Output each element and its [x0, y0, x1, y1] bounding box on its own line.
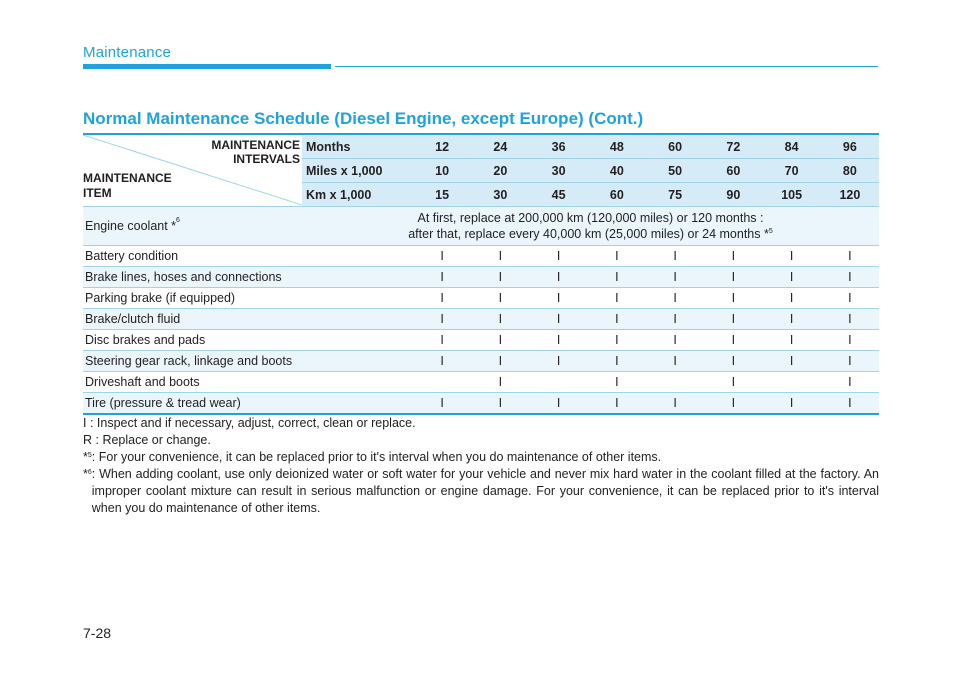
inspection-mark: I [704, 288, 762, 309]
note-6-star: * [83, 467, 88, 481]
km-value: 90 [704, 183, 762, 207]
inspection-mark: I [530, 309, 588, 330]
table-row [83, 393, 879, 415]
note-inspect: I : Inspect and if necessary, adjust, correct, clean or replace. [83, 416, 416, 430]
coolant-instruction-line1: At first, replace at 200,000 km (120,000 miles) or 120 months : [417, 211, 764, 225]
miles-value: 20 [471, 159, 529, 183]
inspection-mark: I [413, 393, 471, 415]
table-row [83, 330, 879, 351]
inspection-mark: I [530, 330, 588, 351]
engine-coolant-row [83, 207, 879, 246]
note-replace: R : Replace or change. [83, 433, 211, 447]
table-row [83, 372, 879, 393]
inspection-mark: I [646, 309, 704, 330]
footnote-ref-5: 5 [768, 228, 773, 235]
months-value: 24 [471, 134, 529, 159]
maintenance-item-label [83, 171, 172, 201]
maintenance-item-name: Tire (pressure & tread wear) [83, 393, 413, 415]
maintenance-intervals-label [211, 138, 300, 166]
inspection-mark: I [530, 351, 588, 372]
inspection-mark: I [821, 288, 879, 309]
engine-coolant-label-text: Engine coolant * [85, 219, 177, 233]
inspection-mark [646, 372, 704, 393]
inspection-mark: I [413, 309, 471, 330]
km-value: 45 [530, 183, 588, 207]
inspection-mark: I [588, 309, 646, 330]
inspection-mark: I [763, 351, 821, 372]
inspection-mark: I [471, 246, 529, 267]
inspection-mark: I [763, 267, 821, 288]
coolant-instruction-line2 [302, 226, 879, 242]
page-title: Normal Maintenance Schedule (Diesel Engine, except Europe) (Cont.) [83, 109, 644, 128]
inspection-mark: I [821, 246, 879, 267]
inspection-mark: I [763, 288, 821, 309]
inspection-mark: I [704, 330, 762, 351]
note-footnote-6 [83, 466, 879, 517]
km-value: 120 [821, 183, 879, 207]
intervals-label-line2: INTERVALS [233, 152, 300, 166]
inspection-mark: I [821, 330, 879, 351]
km-value: 105 [763, 183, 821, 207]
note-footnote-5 [83, 449, 879, 466]
table-row [83, 288, 879, 309]
note-5-sup: 5 [87, 452, 92, 459]
months-value: 12 [413, 134, 471, 159]
inspection-mark: I [471, 372, 529, 393]
miles-label: Miles x 1,000 [302, 159, 413, 183]
interval-header-row-months [83, 134, 879, 159]
section-rule-thick [83, 64, 331, 69]
inspection-mark: I [530, 393, 588, 415]
inspection-mark: I [413, 267, 471, 288]
miles-value: 30 [530, 159, 588, 183]
miles-value: 40 [588, 159, 646, 183]
km-value: 15 [413, 183, 471, 207]
maintenance-item-name: Disc brakes and pads [83, 330, 413, 351]
inspection-mark: I [821, 267, 879, 288]
months-value: 60 [646, 134, 704, 159]
item-label-line1: MAINTENANCE [83, 171, 172, 185]
maintenance-item-name: Driveshaft and boots [83, 372, 413, 393]
footnote-ref-6: 6 [176, 217, 180, 224]
inspection-mark: I [763, 246, 821, 267]
months-value: 84 [763, 134, 821, 159]
miles-value: 10 [413, 159, 471, 183]
maintenance-item-name: Parking brake (if equipped) [83, 288, 413, 309]
maintenance-item-name: Brake lines, hoses and connections [83, 267, 413, 288]
item-label-line2: ITEM [83, 186, 112, 200]
inspection-mark: I [413, 351, 471, 372]
note-5-marker [83, 449, 92, 466]
note-6-sup: 6 [87, 469, 92, 476]
inspection-mark: I [588, 330, 646, 351]
note-6-marker [83, 466, 92, 517]
miles-value: 80 [821, 159, 879, 183]
maintenance-schedule-table [83, 133, 879, 415]
inspection-mark: I [588, 246, 646, 267]
months-value: 96 [821, 134, 879, 159]
maintenance-item-name: Battery condition [83, 246, 413, 267]
section-rule-thin [335, 66, 878, 67]
inspection-mark: I [821, 351, 879, 372]
inspection-mark [763, 372, 821, 393]
maintenance-item-name: Brake/clutch fluid [83, 309, 413, 330]
km-value: 75 [646, 183, 704, 207]
engine-coolant-instruction [302, 207, 879, 246]
inspection-mark: I [763, 330, 821, 351]
months-value: 36 [530, 134, 588, 159]
notes-section [83, 415, 879, 517]
inspection-mark: I [413, 288, 471, 309]
inspection-mark: I [704, 372, 762, 393]
inspection-mark: I [413, 246, 471, 267]
inspection-mark: I [704, 267, 762, 288]
inspection-mark: I [471, 393, 529, 415]
table-row [83, 267, 879, 288]
inspection-mark: I [588, 372, 646, 393]
inspection-mark: I [646, 267, 704, 288]
inspection-mark: I [471, 267, 529, 288]
miles-value: 70 [763, 159, 821, 183]
inspection-mark: I [471, 309, 529, 330]
inspection-mark: I [646, 288, 704, 309]
inspection-mark: I [530, 267, 588, 288]
inspection-mark: I [704, 246, 762, 267]
inspection-mark: I [530, 246, 588, 267]
inspection-mark: I [704, 309, 762, 330]
inspection-mark: I [588, 267, 646, 288]
km-label: Km x 1,000 [302, 183, 413, 207]
engine-coolant-label [83, 207, 302, 246]
table-corner-header [83, 134, 302, 207]
page-number: 7-28 [83, 625, 112, 641]
inspection-mark: I [471, 330, 529, 351]
inspection-mark: I [821, 309, 879, 330]
inspection-mark: I [646, 330, 704, 351]
km-value: 30 [471, 183, 529, 207]
inspection-mark: I [471, 288, 529, 309]
km-value: 60 [588, 183, 646, 207]
miles-value: 60 [704, 159, 762, 183]
inspection-mark: I [646, 351, 704, 372]
inspection-mark: I [763, 393, 821, 415]
note-5-star: * [83, 450, 88, 464]
inspection-mark: I [646, 393, 704, 415]
inspection-mark: I [588, 393, 646, 415]
inspection-mark [413, 372, 471, 393]
coolant-instruction-line2-text: after that, replace every 40,000 km (25,000 miles) or 24 months * [408, 227, 769, 241]
note-5-text: : For your convenience, it can be replaced prior to it's interval when you do maintenance of other items. [91, 450, 662, 464]
miles-value: 50 [646, 159, 704, 183]
inspection-mark: I [763, 309, 821, 330]
inspection-mark: I [704, 351, 762, 372]
inspection-mark: I [821, 372, 879, 393]
inspection-mark: I [704, 393, 762, 415]
table-row [83, 351, 879, 372]
inspection-mark: I [821, 393, 879, 415]
inspection-mark: I [530, 288, 588, 309]
table-row [83, 309, 879, 330]
inspection-mark [530, 372, 588, 393]
inspection-mark: I [588, 351, 646, 372]
inspection-mark: I [588, 288, 646, 309]
table-row [83, 246, 879, 267]
maintenance-item-name: Steering gear rack, linkage and boots [83, 351, 413, 372]
inspection-mark: I [413, 330, 471, 351]
section-title: Maintenance [83, 44, 172, 61]
inspection-mark: I [471, 351, 529, 372]
note-6-text: : When adding coolant, use only deionized water or soft water for your vehicle and never mix hard water in the coolant filled at the factory. An improper coolant mixture can result in serious malfunction or engine damage. For your convenience, it can be replaced prior to it's interval when you do maintenance of other items. [91, 467, 879, 515]
intervals-label-line1: MAINTENANCE [211, 138, 300, 152]
inspection-mark: I [646, 246, 704, 267]
months-label: Months [302, 134, 413, 159]
months-value: 72 [704, 134, 762, 159]
months-value: 48 [588, 134, 646, 159]
